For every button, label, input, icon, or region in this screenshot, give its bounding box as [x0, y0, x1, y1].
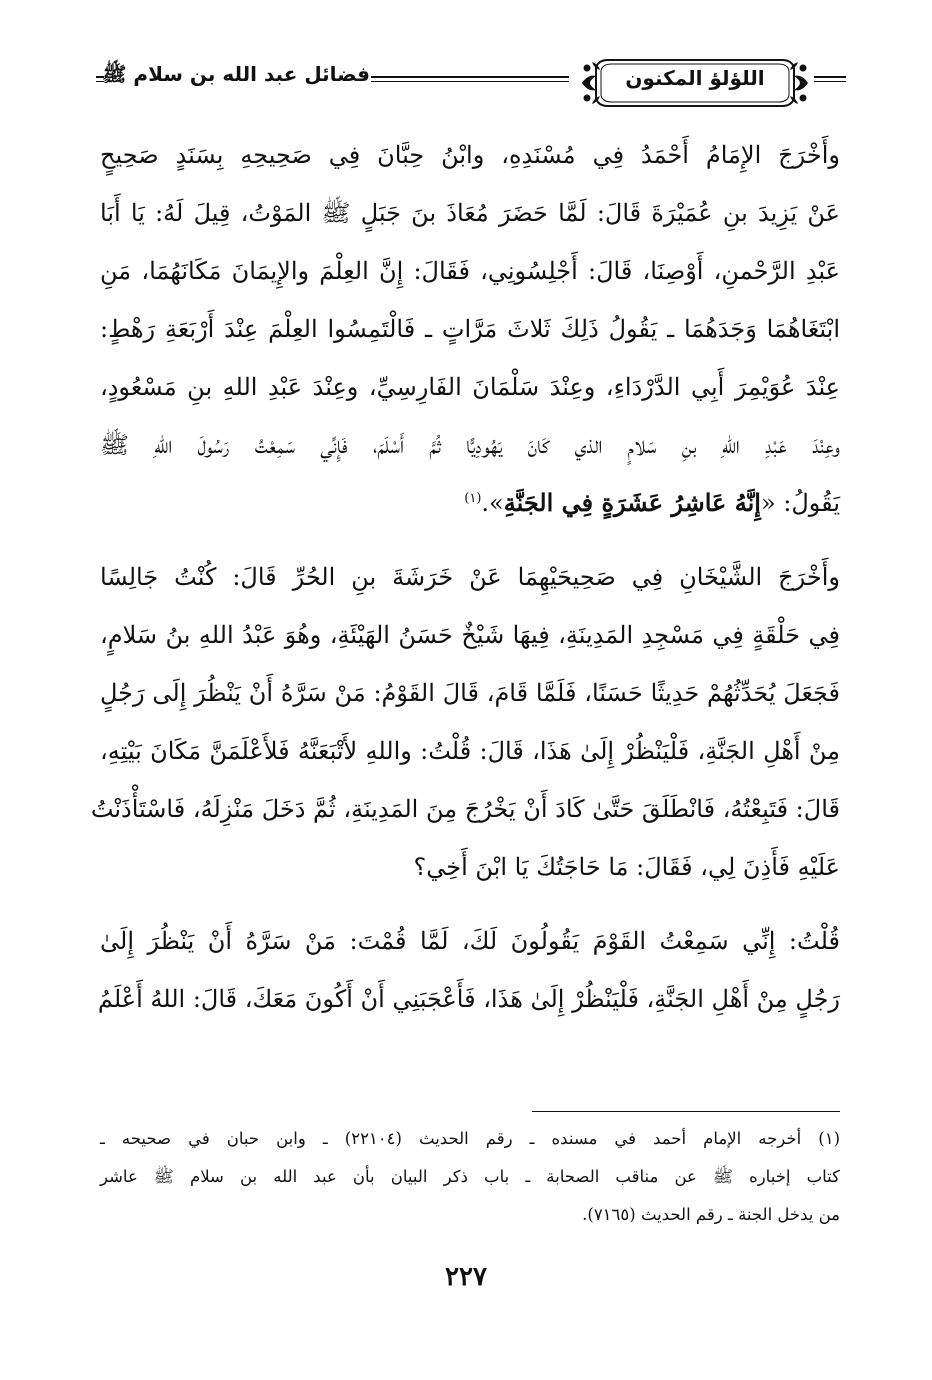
book-title: اللؤلؤ المكنون	[625, 66, 765, 90]
text-line: عَبْدِ الرَّحْمنِ، أَوْصِنَا، قَالَ: أَجْلِسُونِي، فَقَالَ: إِنَّ العِلْمَ والإِيمَانَ مَكَانَهُمَا، مَنِ	[100, 257, 840, 285]
text-line: وعِنْدَ عَبْدِ اللهِ بنِ سَلامٍ الذي كَانَ يَهُودِيًّا ثُمَّ أَسْلَمَ، فَإِنِّي سَمِعْتُ رَسُولَ اللهِ ﷺ	[100, 431, 840, 459]
footnote	[100, 1120, 840, 1234]
body-text	[90, 126, 841, 1028]
text-line: رَجُلٍ مِنْ أَهْلِ الجَنَّةِ، فَلْيَنْظُرْ إِلَىٰ هَذَا، فَأَعْجَبَنِي أَنْ أَكُونَ مَعَكَ، قَالَ: اللهُ أَعْلَمُ	[97, 985, 840, 1013]
text-line: وأَخْرَجَ الشَّيْخَانِ فِي صَحِيحَيْهِمَا عَنْ خَرَشَةَ بنِ الحُرِّ قَالَ: كُنْتُ جَالِسًا	[100, 563, 840, 591]
book-title-cartouche	[578, 54, 812, 112]
paragraph-gap	[100, 532, 840, 548]
quote-close: ».	[481, 489, 504, 517]
header-section-title: فضائل عبد الله بن سلام ﷺ	[102, 62, 370, 86]
text-line: وأَخْرَجَ الإِمَامُ أَحْمَدُ فِي مُسْنَدِهِ، وابْنُ حِبَّانَ فِي صَحِيحِهِ بِسَنَدٍ صَحِيحٍ	[100, 141, 840, 169]
page-number: ٢٢٧	[445, 1262, 487, 1292]
hadith-quote: إِنَّهُ عَاشِرُ عَشَرَةٍ فِي الجَنَّةِ	[503, 488, 761, 517]
text-line: فَجَعَلَ يُحَدِّثُهُمْ حَدِيثًا حَسَنًا، فَلَمَّا قَامَ، قَالَ القَوْمُ: مَنْ سَرَّهُ أَنْ يَنْظُرَ إِلَى رَجُلٍ	[100, 679, 840, 707]
text-line: فِي حَلْقَةٍ فِي مَسْجِدِ المَدِينَةِ، فِيهَا شَيْخٌ حَسَنُ الهَيْئَةِ، وهُوَ عَبْدُ اللهِ بنُ سَلامٍ،	[100, 621, 840, 649]
text-line	[100, 474, 840, 532]
paragraph	[90, 548, 840, 896]
footnote-line: (١) أخرجه الإمام أحمد في مسنده ـ رقم الحديث (٢٢١٠٤) ـ وابن حبان في صحيحه ـ	[100, 1129, 840, 1148]
paragraph	[97, 912, 840, 1028]
paragraph	[100, 126, 840, 532]
text-line: عَلَيْهِ فَأَذِنَ لِي، فَقَالَ: مَا حَاجَتُكَ يَا ابْنَ أَخِي؟	[413, 853, 840, 881]
header-rule-middle	[371, 76, 569, 82]
quote-intro: يَقُولُ: «	[760, 489, 840, 517]
footnote-marker: (١)	[464, 491, 482, 506]
paragraph-gap	[100, 896, 840, 912]
text-line: عَنْ يَزِيدَ بنِ عُمَيْرَةَ قَالَ: لَمَّا حَضَرَ مُعَاذَ بنَ جَبَلٍ ﷺ المَوْتُ، قِيلَ لَهُ: يَا أَبَا	[100, 199, 841, 227]
header-rule-right	[814, 76, 846, 82]
text-line: ابْتَغَاهُمَا وَجَدَهُمَا ـ يَقُولُ ذَلِكَ ثَلاثَ مَرَّاتٍ ـ فَالْتَمِسُوا العِلْمَ عِنْدَ أَرْبَعَةِ رَهْطٍ:	[100, 315, 840, 343]
footnote-line: من يدخل الجنة ـ رقم الحديث (٧١٦٥).	[582, 1205, 840, 1224]
text-line: قَالَ: فَتَبِعْتُهُ، فَانْطَلَقَ حَتَّىٰ كَادَ أَنْ يَخْرُجَ مِنَ المَدِينَةِ، ثُمَّ دَخَلَ مَنْزِلَهُ، فَاسْتَأْذَنْتُ	[90, 795, 840, 823]
footnote-divider	[532, 1111, 840, 1112]
text-line: عِنْدَ عُوَيْمِرَ أَبِي الدَّرْدَاءِ، وعِنْدَ سَلْمَانَ الفَارِسِيِّ، وعِنْدَ عَبْدِ اللهِ بنِ مَسْعُودٍ،	[100, 373, 841, 401]
footnote-line: كتاب إخباره ﷺ عن مناقب الصحابة ـ باب ذكر البيان بأن عبد الله بن سلام ﷺ عاشر	[100, 1167, 840, 1186]
text-line: قُلْتُ: إِنِّي سَمِعْتُ القَوْمَ يَقُولُونَ لَكَ، لَمَّا قُمْتَ: مَنْ سَرَّهُ أَنْ يَنْظُرَ إِلَىٰ	[100, 927, 840, 955]
text-line: مِنْ أَهْلِ الجَنَّةِ، فَلْيَنْظُرْ إِلَىٰ هَذَا، قَالَ: قُلْتُ: واللهِ لأَتْبَعَنَّهُ فَلأَعْلَمَنَّ مَكَانَ بَيْتِهِ،	[100, 737, 840, 765]
running-header	[96, 54, 846, 112]
